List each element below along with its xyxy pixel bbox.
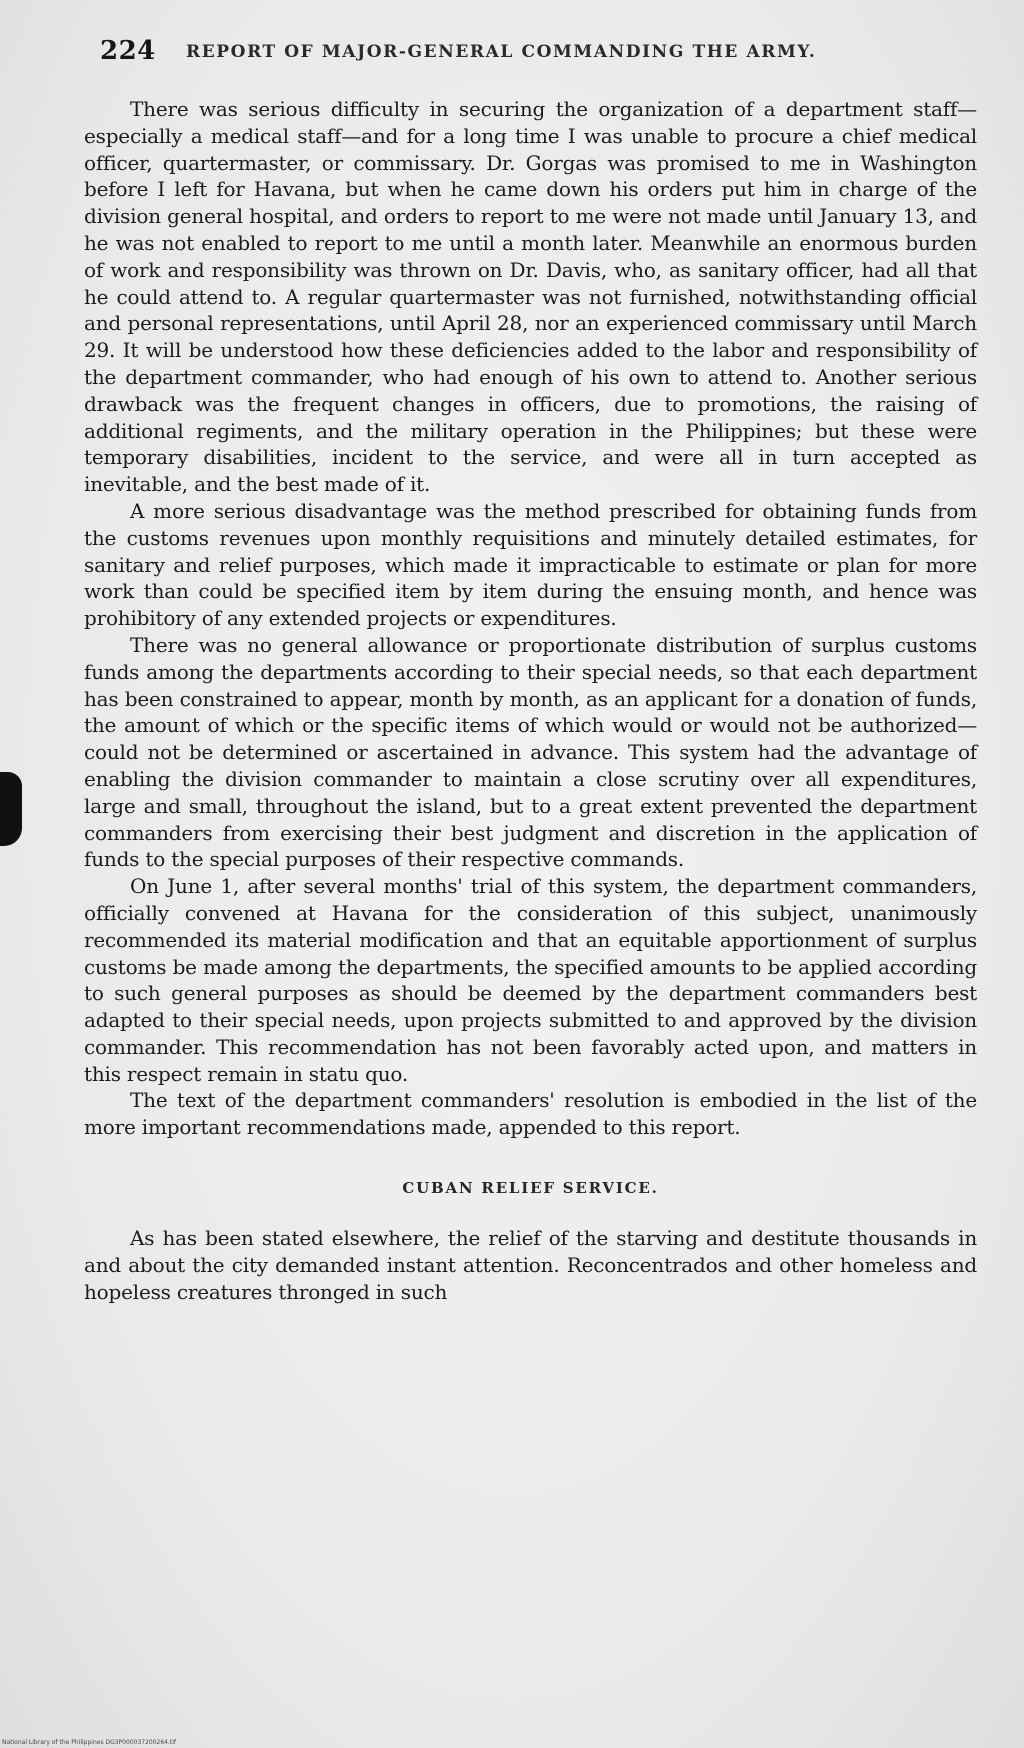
page-header [100,36,920,76]
page-number: 224 [100,36,156,66]
page-body [84,96,977,1305]
paragraph: A more serious disadvantage was the method prescribed for obtaining funds from the customs revenues upon monthly requisitions and minutely detailed estimates, for sanitary and relief purposes, which made it impracticable to estimate or plan for more work than could be specified item by item during the ensuing month, and hence was prohibitory of any extended projects or expenditures. [84,498,977,631]
paragraph: The text of the department commanders' resolution is embodied in the list of the more important recommendations made, appended to this report. [84,1088,977,1140]
footer-credit: National Library of the Philippines DG3P000037200264.tif [2,1739,177,1746]
paragraph: There was serious difficulty in securing the organization of a department staff—especially a medical staff—and for a long time I was unable to procure a chief medical officer, quartermaster, or commissary. Dr. Gorgas was promised to me in Washington before I left for Havana, but when he came down his orders put him in charge of the division general hospital, and orders to report to me were not made until January 13, and he was not enabled to report to me until a month later. Meanwhile an enormous burden of work and responsibility was thrown on Dr. Davis, who, as sanitary officer, had all that he could attend to. A regular quartermaster was not furnished, notwithstanding official and personal representations, until April 28, nor an experienced commissary until March 29. It will be understood how these deficiencies added to the labor and responsibility of the department commander, who had enough of his own to attend to. Another serious drawback was the frequent changes in officers, due to promotions, the raising of additional regiments, and the military operation in the Philippines; but these were temporary disabilities, incident to the service, and were all in turn accepted as inevitable, and the best made of it. [84,97,977,497]
paragraph: There was no general allowance or proportionate distribution of surplus customs funds among the departments according to their special needs, so that each department has been constrained to appear, month by month, as an applicant for a donation of funds, the amount of which or the specific items of which would or would not be authorized—could not be determined or ascertained in advance. This system had the advantage of enabling the division commander to maintain a close scrutiny over all expenditures, large and small, throughout the island, but to a great extent prevented the department commanders from exercising their best judgment and discretion in the application of funds to the special purposes of their respective commands. [84,632,977,872]
running-head: REPORT OF MAJOR-GENERAL COMMANDING THE ARMY. [186,42,817,62]
section-heading: CUBAN RELIEF SERVICE. [402,1179,659,1198]
margin-ink-mark [0,772,22,846]
paragraph: As has been stated elsewhere, the relief of the starving and destitute thousands in and about the city demanded instant attention. Reconcentrados and other homeless and hopeless creatures thronged in such [84,1226,977,1304]
paragraph: On June 1, after several months' trial of this system, the department commanders, officially convened at Havana for the consideration of this subject, unanimously recommended its material modification and that an equitable apportionment of surplus customs be made among the departments, the specified amounts to be applied according to such general purposes as should be deemed by the department commanders best adapted to their special needs, upon projects submitted to and approved by the division commander. This recommendation has not been favorably acted upon, and matters in this respect remain in statu quo. [84,874,977,1086]
